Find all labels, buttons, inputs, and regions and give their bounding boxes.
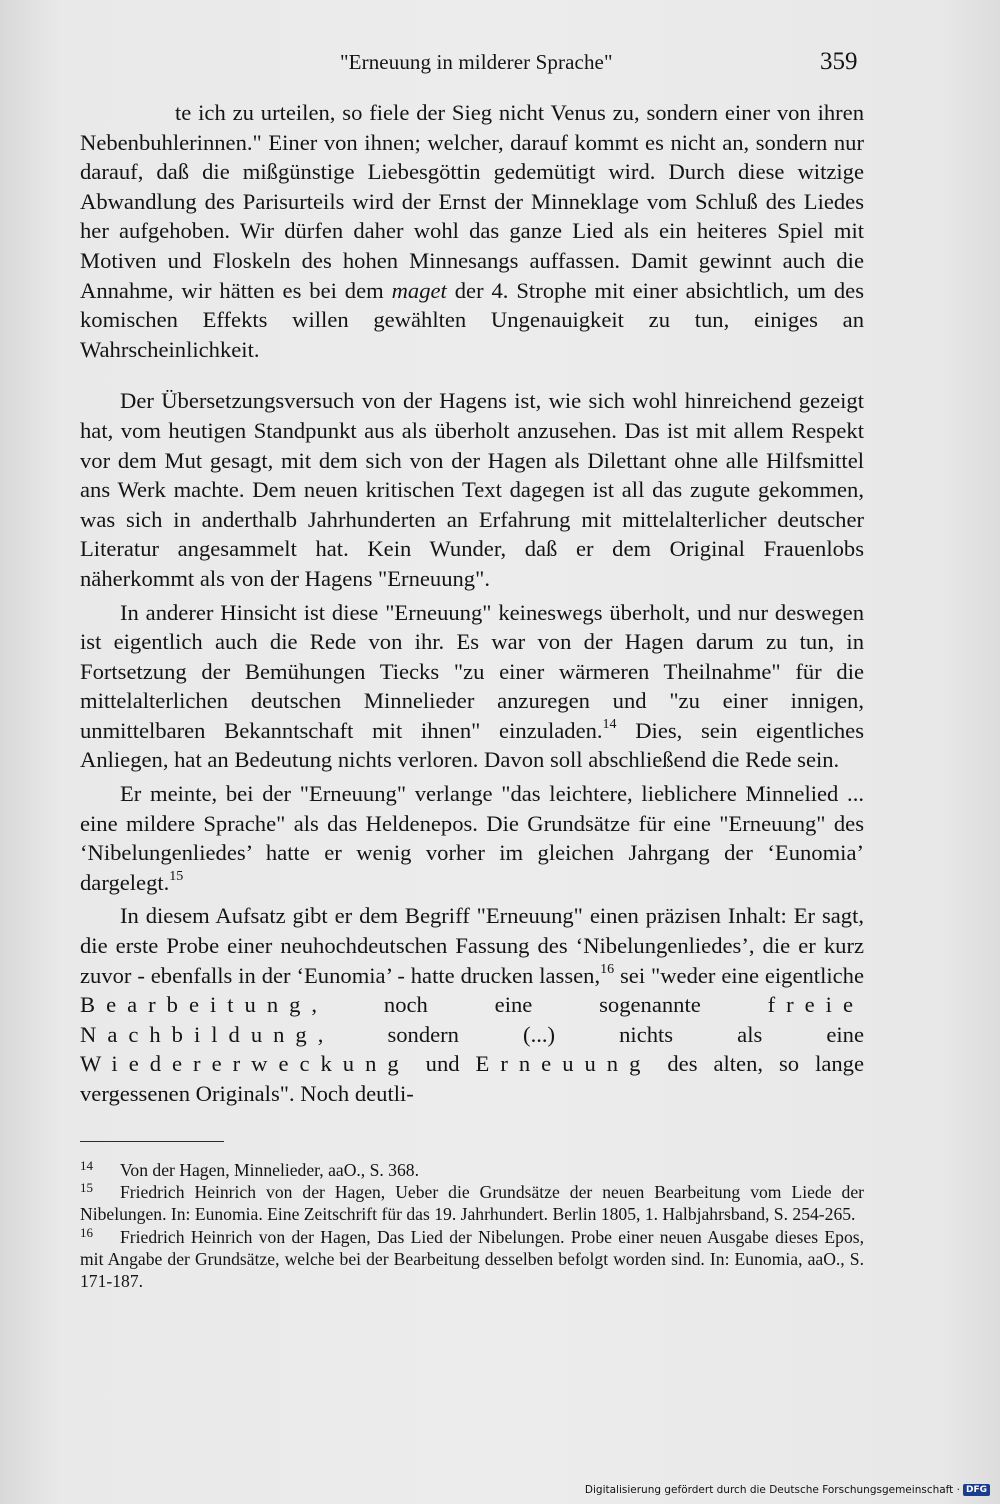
footnote-14: 14 Von der Hagen, Minnelieder, aaO., S. 368. [80, 1158, 419, 1180]
funding-note: Digitalisierung gefördert durch die Deutsche Forschungsgemeinschaft · [584, 1484, 960, 1496]
paragraph-2: Der Übersetzungsversuch von der Hagens ist, wie sich wohl hinreichend gezeigt hat, vom heutigen Standpunkt aus als überholt anzusehen. Das ist mit allem Respekt vor dem Mut gesagt, mit dem sich von der Hagen als Dilettant ohne alle Hilfsmittel ans Werk machte. Dem neuen kritischen Text dagegen ist all das zugute gekommen, was sich in anderthalb Jahrhunderten an Erfahrung mit mittelalterlicher deutscher Literatur angesammelt hat. Kein Wunder, daß er dem Original Frauenlobs näherkommt als von der Hagens "Erneuung". [80, 388, 864, 591]
dfg-logo: DFG [963, 1484, 990, 1496]
spaced-term-bearbeitung: Bearbeitung [80, 992, 312, 1018]
footnote-16: 16 Friedrich Heinrich von der Hagen, Das Lied der Nibelungen. Probe einer neuen Ausgabe dieses Epos, mit Angabe der Grundsätze, welche bei der Bearbeitung desselben befolgt worden sind. In: Eunomia, aaO., S. 171-187. [80, 1224, 864, 1292]
page-header [0, 48, 1000, 88]
main-text [80, 98, 864, 1109]
paragraph-5: In diesem Aufsatz gibt er dem Begriff "Erneuung" einen präzisen Inhalt: Er sagt, die erste Probe einer neuhochdeutschen Fassung des ‘Nibelungenliedes’, die er kurz zuvor - ebenfalls in der ‘Eunomia’ - hatte drucken lassen,$^{16}$ sei "weder eine eigentliche Bearbeitung, noch eine sogenannte freie Nachbildung, sondern (...) nichts als eine Wiedererweckung und Erneuung des alten, so lange vergessenen Originals". Noch deutli- [80, 903, 864, 1106]
spaced-term-freie-nachbildung: freie Nachbildung [80, 992, 864, 1047]
spaced-term-erneuung: Erneuung [475, 1051, 652, 1077]
running-title: "Erneuung in milderer Sprache" [340, 50, 613, 74]
footnote-15: 15 Friedrich Heinrich von der Hagen, Ueber die Grundsätze der neuen Bearbeitung vom Liede der Nibelungen. In: Eunomia. Eine Zeitschrift für das 19. Jahrhundert. Berlin 1805, 1. Halbjahrsband, S. 254-265. [80, 1180, 864, 1225]
page-number: 359 [820, 48, 858, 75]
paragraph-4: Er meinte, bei der "Erneuung" verlange "das leichtere, lieblichere Minnelied ... eine mildere Sprache" als das Heldenepos. Die Grundsätze für eine "Erneuung" des ‘Nibelungenliedes’ hatte er wenig vorher im gleichen Jahrgang der ‘Eunomia’ dargelegt.$^{15}$ [80, 781, 864, 895]
footnotes [80, 1159, 864, 1292]
footnote-ref-14[interactable]: 14 [602, 716, 617, 732]
footnote-ref-16[interactable]: 16 [600, 961, 615, 977]
footnote-divider [80, 1141, 224, 1142]
spaced-term-wiedererweckung: Wiedererweckung [80, 1051, 410, 1077]
digitization-footer [585, 1484, 990, 1496]
footnote-ref-15[interactable]: 15 [169, 868, 184, 884]
paragraph-1: te ich zu urteilen, so fiele der Sieg nicht Venus zu, sondern einer von ihren Nebenbuhlerinnen." Einer von ihnen; welcher, darauf kommt es nicht an, sondern nur darauf, daß die mißgünstige Liebesgöttin gedemütigt wird. Durch diese witzige Abwandlung des Parisurteils wird der Ernst der Minneklage vom Schluß des Liedes her aufgehoben. Wir dürfen daher wohl das ganze Lied als ein heiteres Spiel mit Motiven und Floskeln des hohen Minnesangs auffassen. Damit gewinnt auch die Annahme, wir hätten es bei dem maget der 4. Strophe mit einer absichtlich, um des komischen Effekts willen gewählten Ungenauigkeit zu tun, einiges an Wahrscheinlichkeit. [80, 100, 864, 362]
italic-term: maget [391, 277, 447, 303]
paragraph-3: In anderer Hinsicht ist diese "Erneuung" keineswegs überholt, und nur deswegen ist eigentlich auch die Rede von ihr. Es war von der Hagen darum zu tun, in Fortsetzung der Bemühungen Tiecks "zu einer wärmeren Theilnahme" für die mittelalterlichen deutschen Minnelieder anzuregen und "zu einer innigen, unmittelbaren Bekanntschaft mit ihnen" einzuladen.$^{14}$ Dies, sein eigentliches Anliegen, hat an Bedeutung nichts verloren. Davon soll abschließend die Rede sein. [80, 599, 864, 773]
